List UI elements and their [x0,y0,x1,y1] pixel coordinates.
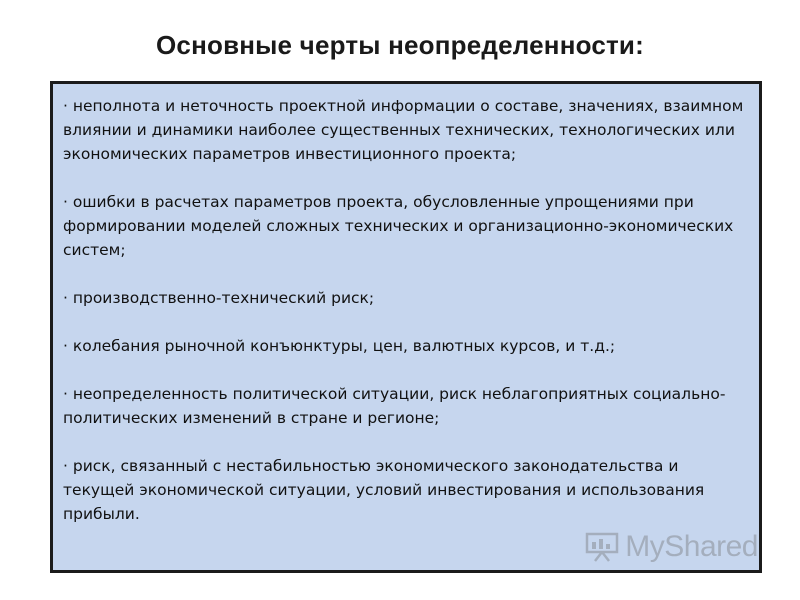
list-item: · риск, связанный с нестабильностью экономического законодательства и текущей экономической ситуации, условий инвестирования и использования прибыли. [63,457,705,523]
watermark [585,530,758,564]
presentation-board-icon [585,532,619,562]
page-title: Основные черты неопределенности: [156,30,644,60]
content-box [50,81,762,573]
list-item: · ошибки в расчетах параметров проекта, обусловленные упрощениями при формировании моделей сложных технических и организационно-экономических систем; [63,193,734,259]
list-item: · производственно-технический риск; [63,289,375,307]
list-item: · неполнота и неточность проектной информации о составе, значениях, взаимном влиянии и динамики наиболее существенных технических, технологических или экономических параметров инвестиционного проекта; [63,97,744,163]
list-item: · колебания рыночной конъюнктуры, цен, валютных курсов, и т.д.; [63,337,616,355]
watermark-text: MyShared [625,530,758,563]
list-item: · неопределенность политической ситуации, риск неблагоприятных социально-политических изменений в стране и регионе; [63,385,726,427]
